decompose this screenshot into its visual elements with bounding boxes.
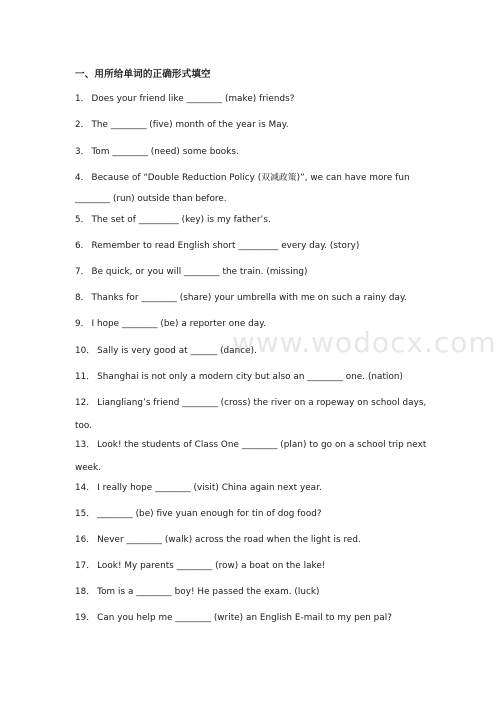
question-4: [75, 173, 410, 184]
question-text: Tom ________ (need) some books.: [91, 147, 239, 157]
question-number: 15．: [75, 509, 96, 519]
question-19: [75, 613, 392, 624]
question-number: 2．: [75, 120, 90, 130]
question-4-continuation: ________ (run) outside than before.: [75, 194, 227, 204]
question-18: [75, 587, 320, 598]
question-text: Because of “Double Reduction Policy (双减政策)”, we can have more fun: [91, 173, 410, 183]
question-6: [75, 241, 359, 252]
question-13: [75, 440, 426, 451]
question-number: 1．: [75, 94, 90, 104]
question-text: The ________ (five) month of the year is May.: [91, 120, 289, 130]
question-11: [75, 372, 403, 383]
question-13-continuation: week.: [75, 463, 101, 473]
question-12: [75, 398, 426, 409]
question-text: I hope ________ (be) a reporter one day.: [91, 319, 267, 329]
question-5: [75, 215, 271, 226]
question-3: [75, 147, 239, 158]
question-number: 5．: [75, 215, 90, 225]
question-14: [75, 483, 322, 494]
question-text: I really hope ________ (visit) China again next year.: [97, 483, 322, 493]
question-number: 17．: [75, 561, 96, 571]
question-number: 9．: [75, 319, 90, 329]
question-17: [75, 561, 325, 572]
question-number: 3．: [75, 147, 90, 157]
question-16: [75, 535, 361, 546]
question-text: ________ (be) five yuan enough for tin of dog food?: [97, 509, 322, 519]
question-text: The set of _________ (key) is my father’s.: [91, 215, 271, 225]
question-text: Tom is a ________ boy! He passed the exam. (luck): [97, 587, 320, 597]
question-number: 10．: [75, 346, 96, 356]
question-7: [75, 267, 307, 278]
question-10: [75, 346, 257, 357]
question-number: 13．: [75, 440, 96, 450]
watermark: www.wodocx.com: [232, 326, 497, 359]
question-number: 11．: [75, 372, 96, 382]
question-number: 12．: [75, 398, 96, 408]
question-text: Look! the students of Class One ________ (plan) to go on a school trip next: [97, 440, 427, 450]
question-text: Be quick, or you will ________ the train. (missing): [91, 267, 308, 277]
question-text: Thanks for ________ (share) your umbrella with me on such a rainy day.: [91, 293, 407, 303]
question-number: 19．: [75, 613, 96, 623]
question-text: Does your friend like ________ (make) friends?: [91, 94, 295, 104]
question-text: Shanghai is not only a modern city but also an ________ one. (nation): [97, 372, 404, 382]
question-number: 18．: [75, 587, 96, 597]
question-number: 4．: [75, 173, 90, 183]
question-8: [75, 293, 407, 304]
question-text: Liangliang’s friend ________ (cross) the river on a ropeway on school days,: [97, 398, 427, 408]
question-15: [75, 509, 322, 520]
question-number: 6．: [75, 241, 90, 251]
question-number: 16．: [75, 535, 96, 545]
question-2: [75, 120, 289, 131]
question-text: Never ________ (walk) across the road when the light is red.: [97, 535, 361, 545]
question-9: [75, 319, 266, 330]
question-number: 7．: [75, 267, 90, 277]
question-text: Look! My parents ________ (row) a boat on the lake!: [97, 561, 326, 571]
question-number: 14．: [75, 483, 96, 493]
question-1: [75, 94, 295, 105]
question-text: Remember to read English short _________ every day. (story): [91, 241, 360, 251]
question-text: Sally is very good at ______ (dance).: [97, 346, 257, 356]
section-title: 一、用所给单词的正确形式填空: [75, 69, 211, 80]
question-number: 8．: [75, 293, 90, 303]
question-12-continuation: too.: [75, 421, 92, 431]
question-text: Can you help me ________ (write) an English E-mail to my pen pal?: [97, 613, 392, 623]
